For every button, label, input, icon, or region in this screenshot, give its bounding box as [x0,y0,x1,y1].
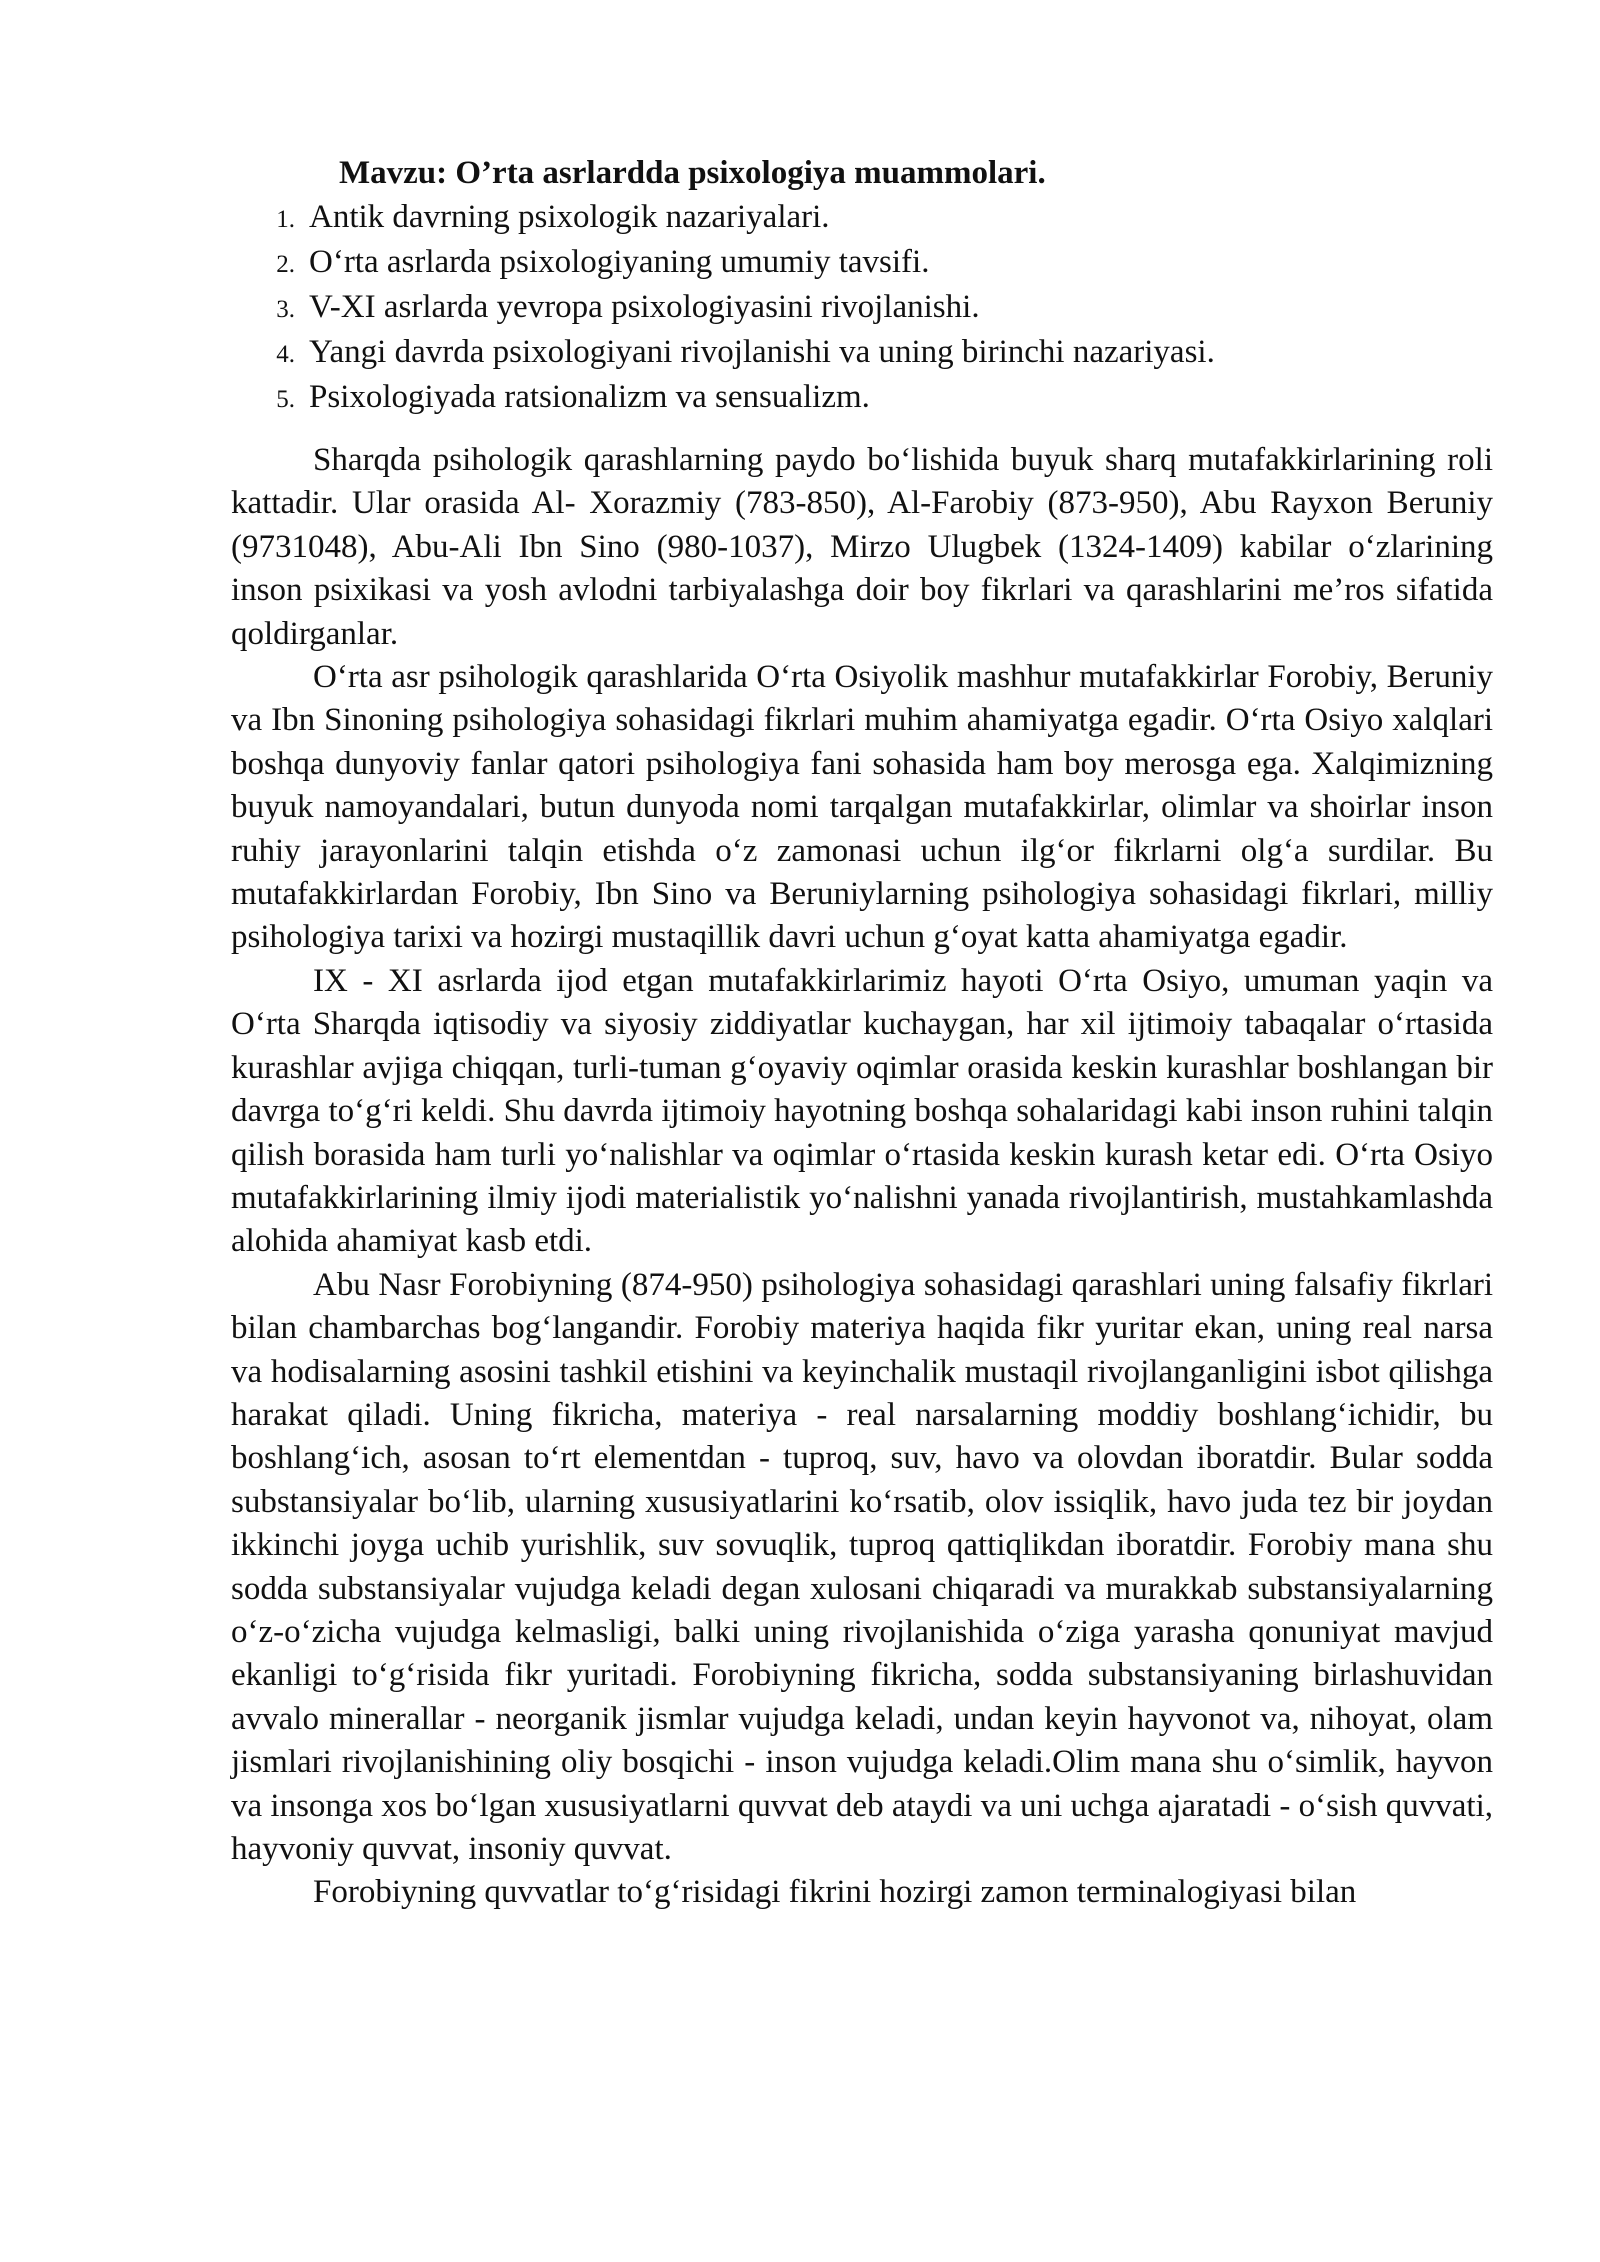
list-item-number: 5. [276,386,295,413]
body-paragraph: Abu Nasr Forobiyning (874-950) psihologiya sohasidagi qarashlari uning falsafiy fikrlari bilan chambarchas bog‘langandir. Forobiy materiya haqida fikr yuritar ekan, uning real narsa va hodisalarning asosini tashkil etishini va keyinchalik mustaqil rivojlanganligini isbot qilishga harakat qiladi. Uning fikricha, materiya - real narsalarning moddiy boshlang‘ichidir, bu boshlang‘ich, asosan to‘rt elementdan - tuproq, suv, havo va olovdan iboratdir. Bular sodda substansiyalar bo‘lib, ularning xususiyatlarini ko‘rsatib, olov issiqlik, havo juda tez bir joydan ikkinchi joyga uchib yurishlik, suv sovuqlik, tuproq qattiqlikdan iboratdir. Forobiy mana shu sodda substansiyalar vujudga keladi degan xulosani chiqaradi va murakkab substansiyalarning o‘z-o‘zicha vujudga kelmasligi, balki uning rivojlanishida o‘ziga yarasha qonuniyat mavjud ekanligi to‘g‘risida fikr yuritadi. Forobiyning fikricha, sodda substansiyaning birlashuvidan avvalo minerallar - neorganik jismlar vujudga keladi, undan keyin hayvonot va, nihoyat, olam jismlari rivojlanishining oliy bosqichi - inson vujudga keladi.Olim mana shu o‘simlik, hayvon va insonga xos bo‘lgan xususiyatlarni quvvat deb ataydi va uni uchga ajaratadi - o‘sish quvvati, hayvoniy quvvat, insoniy quvvat. [231,1266,1493,1867]
list-item [231,376,1493,421]
list-item-text: Psixologiyada ratsionalizm va sensualizm. [309,379,870,415]
list-item [231,286,1493,331]
list-item-number: 2. [276,251,295,278]
topic-list [231,196,1493,421]
list-item-number: 4. [276,341,295,368]
document-title: Mavzu: O’rta asrlardda psixologiya muammolari. [339,155,1046,191]
body-paragraph: Forobiyning quvvatlar to‘g‘risidagi fikrini hozirgi zamon terminalogiyasi bilan [313,1874,1357,1911]
body-paragraph: IX - XI asrlarda ijod etgan mutafakkirlarimiz hayoti O‘rta Osiyo, umuman yaqin va O‘rta Sharqda iqtisodiy va siyosiy ziddiyatlar kuchaygan, har xil ijtimoiy tabaqalar o‘rtasida kurashlar avjiga chiqqan, turli-tuman g‘oyaviy oqimlar orasida keskin kurashlar boshlangan bir davrga to‘g‘ri keldi. Shu davrda ijtimoiy hayotning boshqa sohalaridagi kabi inson ruhini talqin qilish borasida ham turli yo‘nalishlar va oqimlar o‘rtasida keskin kurash ketar edi. O‘rta Osiyo mutafakkirlarining ilmiy ijodi materialistik yo‘nalishni yanada rivojlantirish, mustahkamlashda alohida ahamiyat kasb etdi. [231,962,1493,1260]
list-item-number: 3. [276,296,295,323]
list-item [231,196,1493,241]
body-paragraph: Sharqda psihologik qarashlarning paydo bo‘lishida buyuk sharq mutafakkirlarining roli kattadir. Ular orasida Al- Xorazmiy (783-850), Al-Farobiy (873-950), Abu Rayxon Beruniy (9731048), Abu-Ali Ibn Sino (980-1037), Mirzo Ulugbek (1324-1409) kabilar o‘zlarining inson psixikasi va yosh avlodni tarbiyalashga doir boy fikrlari va qarashlarini me’ros sifatida qoldirganlar. [231,442,1493,652]
list-item-text: Antik davrning psixologik nazariyalari. [309,199,830,235]
list-item [231,241,1493,286]
body-paragraph: O‘rta asr psihologik qarashlarida O‘rta Osiyolik mashhur mutafakkirlar Forobiy, Beruniy va Ibn Sinoning psihologiya sohasidagi fikrlari muhim ahamiyatga egadir. O‘rta Osiyo xalqlari boshqa dunyoviy fanlar qatori psihologiya fani sohasida ham boy merosga ega. Xalqimizning buyuk namoyandalari, butun dunyoda nomi tarqalgan mutafakkirlar, olimlar va shoirlar inson ruhiy jarayonlarini talqin etishda o‘z zamonasi uchun ilg‘or fikrlarni olg‘a surdilar. Bu mutafakkirlardan Forobiy, Ibn Sino va Beruniylarning psihologiya sohasidagi fikrlari, milliy psihologiya tarixi va hozirgi mustaqillik davri uchun g‘oyat katta ahamiyatga egadir. [231,659,1493,956]
list-item-number: 1. [276,206,295,233]
list-item-text: V-XI asrlarda yevropa psixologiyasini rivojlanishi. [309,289,980,325]
list-item-text: Yangi davrda psixologiyani rivojlanishi va uning birinchi nazariyasi. [309,334,1215,370]
list-item [231,331,1493,376]
document-page [231,150,1493,1915]
list-item-text: O‘rta asrlarda psixologiyaning umumiy tavsifi. [309,244,930,280]
